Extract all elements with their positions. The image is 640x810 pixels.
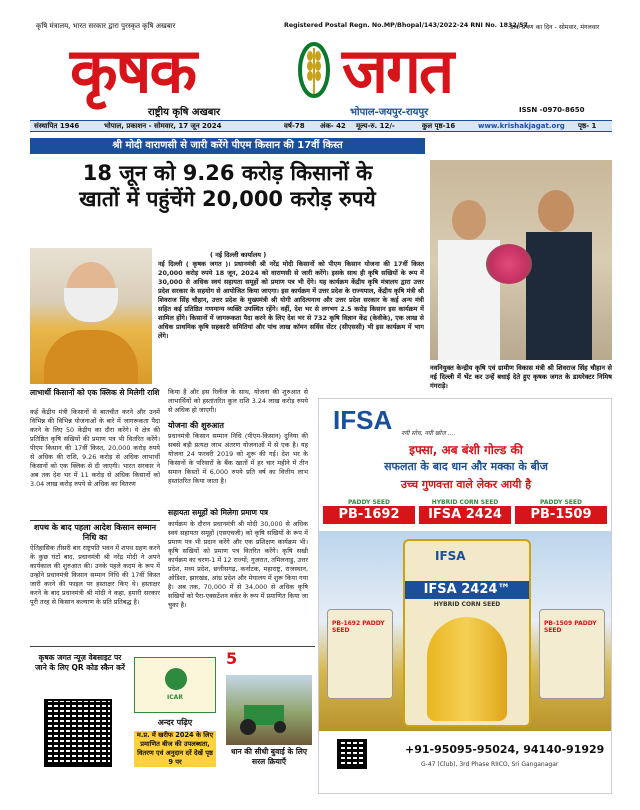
- dateline-strip: [30, 120, 612, 132]
- award-line: कृषि मंत्रालय, भारत सरकार द्वारा पुरस्कृत कृषि अखबार: [36, 22, 176, 30]
- year: वर्ष-78: [284, 122, 305, 130]
- postage-day: डाक प्रेषण का दिन - सोमवार, मंगलवार: [510, 24, 600, 31]
- col2-text: किया है और इस रिलीज के साथ, योजना की शुरुआत से लाभार्थियों को हस्तांतरित कुल राशि 3.24 लाख करोड़ रुपये से अधिक हो जाएगी।: [168, 388, 308, 414]
- product-pb1509: PADDY SEED PB-1509: [515, 499, 607, 524]
- footer-strip: [30, 646, 315, 792]
- ifsa-logo: IFSA: [333, 405, 393, 435]
- meeting-photo: [430, 160, 612, 360]
- total-pages: कुल पृष्ठ-16: [422, 122, 456, 130]
- ad-line-3: उच्च गुणवत्ता वाले लेकर आयी है: [400, 478, 532, 491]
- product-ifsa2424: HYBRID CORN SEED IFSA 2424: [419, 499, 511, 524]
- col2-text-2: प्रधानमंत्री किसान सम्मान निधि (पीएम-किसान) दुनिया की सबसे बड़ी प्रत्यक्ष लाभ अंतरण योजनाओं में से एक है। यह योजना 24 फरवरी 2019 को शुरू की गई। देश भर के किसानों के परिवारों के बैंक खातों में हर चार महीने में तीन समान किस्तों में 6,000 रुपये प्रति वर्ष का वित्तीय लाभ हस्तांतरित किया जाता है।: [168, 432, 308, 485]
- website-link[interactable]: www.krishakjagat.org: [478, 122, 565, 130]
- ifsa-advertisement[interactable]: [318, 398, 612, 794]
- col2-subhead: योजना की शुरुआत: [168, 421, 224, 430]
- col2-text-3: कार्यक्रम के दौरान प्रधानमंत्री श्री मोदी 30,000 से अधिक स्वयं सहायता समूहों (एसएचजी) को कृषि सखियों के रूप में प्रमाण पत्र भी प्रदान करेंगे और एक प्रशिक्षण कार्यक्रम भी। कृषि सखियों को प्रमाण पत्र वितरित करेंगे। कृषि सखी कार्यक्रम का चरण-1 में 12 राज्यों; गुजरात, तमिलनाडु, उत्तर प्रदेश, मध्य प्रदेश, छत्तीसगढ़, कर्नाटक, महाराष्ट्र, राजस्थान, ओडिशा, झारखंड, आंध्र प्रदेश और मेघालय में शुरू किया गया है। अब तक, 70,000 में से 34,000 से अधिक कृषि सखियों को पैरा-एक्सटेंशन वर्कर के रूप में प्रमाणित किया जा चुका है।: [168, 520, 308, 609]
- tagline: राष्ट्रीय कृषि अखबार: [148, 107, 221, 118]
- website-qr-code[interactable]: [44, 699, 112, 767]
- lead-headline-2: खातों में पहुंचेंगे 20,000 करोड़ रुपये: [79, 187, 376, 211]
- ad-line-1: इफ्सा, अब बंशी गोल्ड की: [409, 443, 523, 457]
- publication-date: भोपाल, प्रकाशन - सोमवार, 17 जून 2024: [104, 122, 222, 130]
- ad-line-2: सफलता के बाद धान और मक्का के बीज: [384, 460, 548, 473]
- icar-badge: ICAR: [134, 657, 216, 713]
- ad-qr-code[interactable]: [337, 739, 367, 769]
- edition-cities: भोपाल-जयपुर-रायपुर: [350, 107, 429, 118]
- teaser-page-number: 5: [226, 649, 238, 668]
- issue: अंक- 42: [320, 122, 346, 130]
- inside-teaser[interactable]: म.प्र. में खरीफ 2024 के लिए प्रमाणित बीज की उपलब्धता, वितरण एवं अनुदान दरें देखें पृष्ठ 9 पर: [134, 731, 216, 767]
- ifsa-tagline: नयी सोच, नयी खोज ....: [401, 430, 456, 437]
- price: मूल्य-रु. 12/-: [356, 122, 395, 130]
- bag-title: IFSA 2424™: [405, 581, 529, 599]
- issn: ISSN -0970-8650: [519, 106, 585, 114]
- product-pb1692: PADDY SEED PB-1692: [323, 499, 415, 524]
- paddy-bag-right: PB-1509 PADDY SEED: [539, 609, 605, 699]
- modi-photo: [30, 248, 152, 384]
- ad-phone[interactable]: +91-95095-95024, 94140-91929: [405, 743, 605, 756]
- masthead-title-right: जगत: [342, 34, 453, 107]
- photo-caption: नवनियुक्त केन्द्रीय कृषि एवं ग्रामीण विकास मंत्री श्री शिवराज सिंह चौहान से नई दिल्ली में भेंट कर उन्हें बधाई देते हुए कृषक जगत के डायरेक्टर निमिष गंगराड़े।: [430, 364, 612, 390]
- paddy-bag-left: PB-1692 PADDY SEED: [327, 609, 393, 699]
- lead-kicker: श्री मोदी वाराणसी से जारी करेंगे पीएम किसान की 17वीं किस्त: [30, 138, 425, 154]
- inside-title: अन्दर पढ़िए: [157, 718, 193, 727]
- col1-subhead-2: शपथ के बाद पहला आदेश किसान सम्मान निधि का: [30, 520, 160, 543]
- corn-seed-bag: IFSA IFSA 2424™ HYBRID CORN SEED: [403, 539, 531, 727]
- bag-subtitle: HYBRID CORN SEED: [433, 601, 501, 608]
- wheat-logo-icon: [292, 40, 336, 100]
- page-number: पृष्ठ- 1: [578, 122, 597, 130]
- col2-subhead-2: सहायता समूहों को मिलेगा प्रमाण पत्र: [168, 508, 268, 517]
- postal-registration: Registered Postal Regn. No.MP/Bhopal/143/2022-24 RNI No. 1832/57: [284, 22, 528, 29]
- tractor-photo: [226, 675, 312, 745]
- founded: संस्थापित 1946: [34, 122, 80, 130]
- col1-text-2: ऐतिहासिक तीसरी बार राष्ट्रपति भवन में शपथ ग्रहण करने के कुछ घंटों बाद, प्रधानमंत्री श्री नरेंद्र मोदी ने अपने कार्यकाल की शुरुआत की। उनके पहले कदम के रूप में उन्होंने प्रधानमंत्री किसान सम्मान निधि की 17वीं किस्त जारी करने की फाइल पर हस्ताक्षर किए थे। हस्ताक्षर करने के बाद प्रधानमंत्री श्री मोदी ने कहा, हमारी सरकार पूरी तरह से किसान कल्याण के प्रति प्रतिबद्ध है।: [30, 544, 160, 606]
- qr-promo-text: कृषक जगत न्यूज़ वेबसाइट पर जाने के लिए QR कोड स्कैन करें: [35, 653, 125, 672]
- col1-text: कई केंद्रीय मंत्री किसानों से बातचीत करने और उनमें विभिन्न की विभिन्न योजनाओं के बारे में जागरूकता पैदा करने के लिए 50 केंद्रीय का दौरा करेंगे। ये क्षेत्र की प्रतिष्ठित कृषि सखियों की प्रमाण पत्र भी वितरित करेंगे। पीएम किसान की 17वीं किस्त, 20,000 करोड़ रुपये से अधिक की राशि, 9.26 करोड़ से अधिक लाभार्थी किसानों को एक क्लिक से दी जाएगी। भारत सरकार ने अब तक देश भर में 11 करोड़ से अधिक किसानों को 3.04 लाख करोड़ रुपये से अधिक का वितरण: [30, 408, 160, 488]
- masthead-title-left: कृषक: [70, 34, 196, 107]
- ad-address: G-47 (Club), 3rd Phase RIICO, Sri Ganganagar: [421, 761, 559, 768]
- tractor-caption[interactable]: धान की सीधी बुवाई के लिए सरल क्रियाएँ: [230, 747, 308, 766]
- lead-byline: ( नई दिल्ली कार्यालय ): [210, 251, 267, 259]
- col1-subhead: लाभार्थी किसानों को एक क्लिक से मिलेगी राशि: [30, 388, 160, 397]
- lead-intro: नई दिल्ली ( कृषक जगत )। प्रधानमंत्री श्री नरेंद्र मोदी किसानों को पीएम किसान योजना की 17वीं किस्त 20,000 करोड़ रुपये 18 जून, 2024 को वाराणसी से जारी करेंगे। इसके साथ ही कृषि सखियों के रूप में 30,000 से अधिक स्वयं सहायता समूहों को प्रमाण पत्र भी देंगे। यह कार्यक्रम केंद्रीय कृषि मंत्रालय द्वारा उत्तर प्रदेश सरकार के सहयोग से आयोजित किया जाएगा। इस कार्यक्रम में उत्तर प्रदेश के राज्यपाल, केंद्रीय कृषि मंत्री श्री शिवराज सिंह चौहान, उत्तर प्रदेश के मुख्यमंत्री श्री योगी आदित्यनाथ और उत्तर प्रदेश सरकार के कई अन्य मंत्री सहित कई प्रतिष्ठित गणमान्य व्यक्ति उपस्थित रहेंगे। वहीं, देश भर से लगभग 2.5 करोड़ किसान इस कार्यक्रम में शामिल होंगे। किसानों में जागरूकता पैदा करने के लिए देश भर से 732 कृषि विज्ञान केंद्र (केवीके), एक लाख से अधिक प्राथमिक कृषि सहकारी समितियां और पांच लाख कॉमन सर्विस सेंटर (सीएससी) भी इस कार्यक्रम में भाग लेंगे।: [158, 260, 424, 340]
- lead-headline-1: 18 जून को 9.26 करोड़ किसानों के: [82, 161, 373, 185]
